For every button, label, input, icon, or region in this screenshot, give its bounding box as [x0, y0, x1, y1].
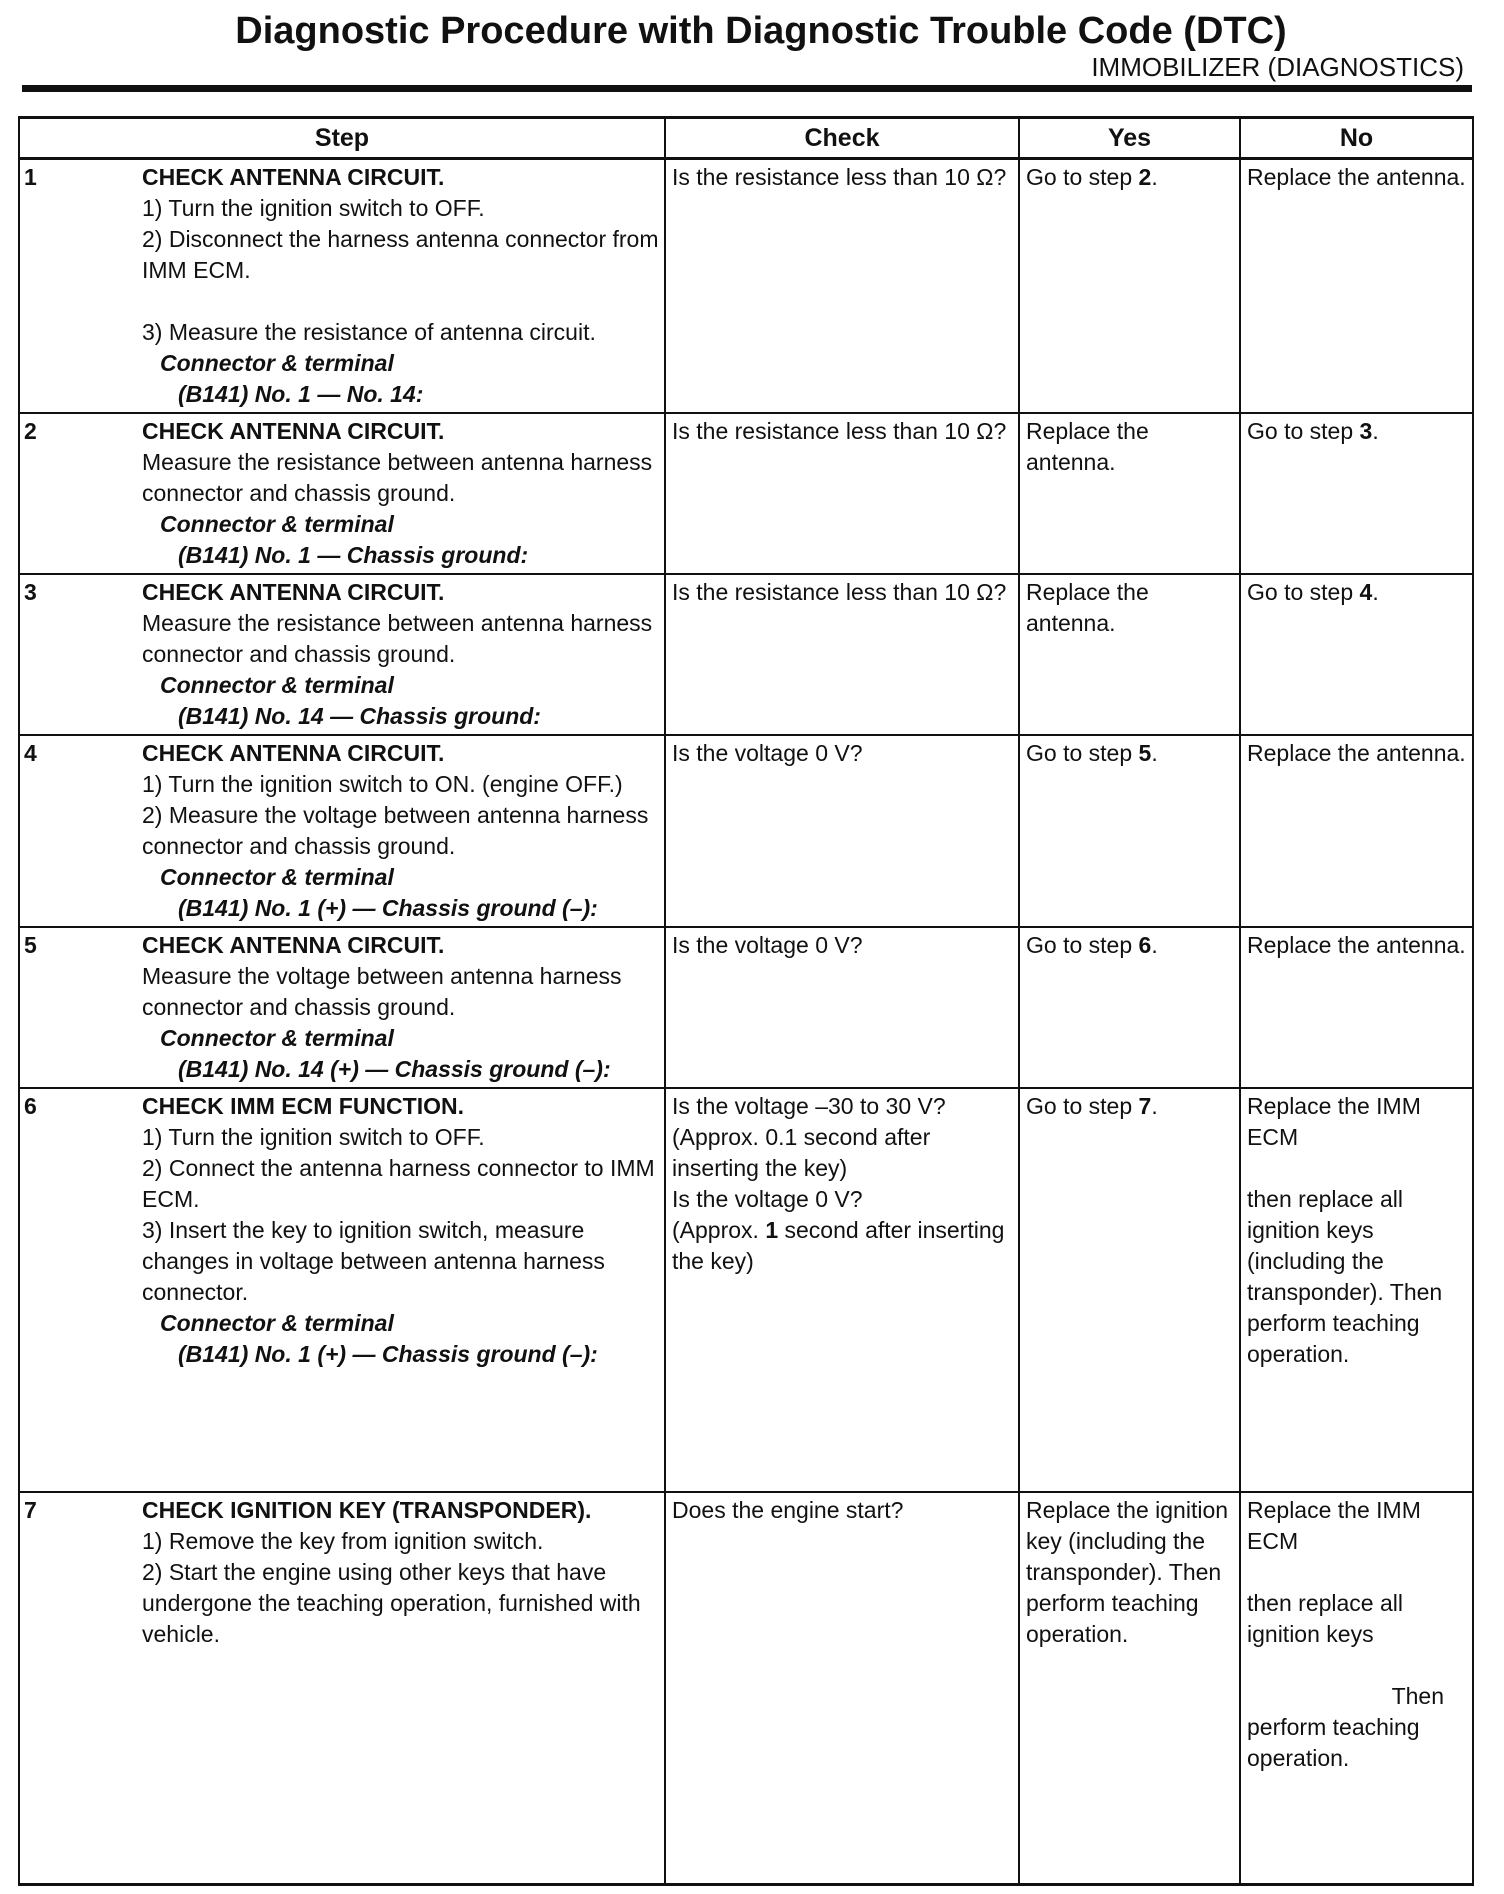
- step-instruction: 1) Turn the ignition switch to ON. (engine OFF.): [142, 771, 623, 797]
- yes-cell: [1019, 927, 1240, 1088]
- yes-step-link: 2: [1138, 164, 1152, 190]
- step-title: CHECK ANTENNA CIRCUIT.: [142, 418, 445, 444]
- step-body: [140, 736, 664, 926]
- no-suffix: .: [1372, 418, 1379, 444]
- step-cell: [19, 1492, 665, 1885]
- step-instruction: 2) Start the engine using other keys that have undergone the teaching operation, furnished with vehicle.: [142, 1559, 641, 1647]
- yes-text: Go to step: [1026, 164, 1139, 190]
- step-cell: [19, 1088, 665, 1492]
- yes-step-link: 5: [1138, 740, 1152, 766]
- connector-terminal: (B141) No. 1 (+) — Chassis ground (–):: [178, 895, 598, 921]
- check-text: (Approx.: [672, 1217, 766, 1243]
- no-suffix: .: [1372, 579, 1379, 605]
- yes-cell: Replace the ignition key (including the transponder). Then perform teaching operation.: [1019, 1492, 1240, 1885]
- no-cell: [1240, 1088, 1473, 1492]
- step-body: [140, 928, 664, 1087]
- column-header-yes: Yes: [1019, 118, 1240, 159]
- connector-label: Connector & terminal: [160, 350, 394, 376]
- page-title: Diagnostic Procedure with Diagnostic Trouble Code (DTC): [235, 10, 1287, 52]
- step-instruction: Measure the resistance between antenna harness connector and chassis ground.: [142, 610, 653, 667]
- yes-step-link: 6: [1138, 932, 1152, 958]
- yes-step-link: 7: [1138, 1093, 1152, 1119]
- column-header-check: Check: [665, 118, 1019, 159]
- page-subtitle: IMMOBILIZER (DIAGNOSTICS): [1091, 52, 1464, 82]
- connector-terminal: (B141) No. 1 (+) — Chassis ground (–):: [178, 1341, 598, 1367]
- check-line: (Approx. 0.1 second after inserting the key): [672, 1124, 931, 1181]
- no-text: Go to step: [1247, 418, 1360, 444]
- step-instruction: 1) Turn the ignition switch to OFF.: [142, 1124, 485, 1150]
- step-instruction: 2) Measure the voltage between antenna harness connector and chassis ground.: [142, 802, 649, 859]
- yes-cell: [1019, 159, 1240, 414]
- connector-terminal: (B141) No. 14 — Chassis ground:: [178, 703, 541, 729]
- spacer: [1247, 1557, 1466, 1588]
- spacer: [1247, 1650, 1466, 1681]
- step-body: [140, 1493, 664, 1652]
- check-cell: Is the voltage 0 V?: [665, 927, 1019, 1088]
- connector-label: Connector & terminal: [160, 1310, 394, 1336]
- yes-suffix: .: [1151, 740, 1158, 766]
- step-number: 1: [24, 164, 37, 190]
- yes-cell: Replace the antenna.: [1019, 574, 1240, 735]
- table-header-row: [19, 118, 1473, 159]
- spacer: [1247, 1153, 1466, 1184]
- no-cell: Replace the antenna.: [1240, 927, 1473, 1088]
- column-header-no: No: [1240, 118, 1473, 159]
- step-title: CHECK IMM ECM FUNCTION.: [142, 1093, 464, 1119]
- connector-label: Connector & terminal: [160, 1025, 394, 1051]
- step-title: CHECK ANTENNA CIRCUIT.: [142, 740, 445, 766]
- step-title: CHECK ANTENNA CIRCUIT.: [142, 932, 445, 958]
- no-text: then replace all ignition keys: [1247, 1590, 1403, 1647]
- page-header: [0, 0, 1504, 90]
- connector-terminal: (B141) No. 1 — Chassis ground:: [178, 542, 529, 568]
- yes-cell: [1019, 735, 1240, 927]
- connector-terminal: (B141) No. 14 (+) — Chassis ground (–):: [178, 1056, 611, 1082]
- connector-terminal: (B141) No. 1 — No. 14:: [178, 381, 424, 407]
- no-step-link: 3: [1359, 418, 1373, 444]
- check-line: [672, 1215, 1012, 1277]
- step-cell: [19, 927, 665, 1088]
- table-row: [19, 927, 1473, 1088]
- step-instruction: 3) Insert the key to ignition switch, measure changes in voltage between antenna harness connector.: [142, 1217, 605, 1305]
- table-row: [19, 1492, 1473, 1885]
- no-text: then replace all ignition keys (including the transponder). Then perform teaching operation.: [1247, 1186, 1443, 1367]
- no-cell: Replace the antenna.: [1240, 159, 1473, 414]
- step-title: CHECK ANTENNA CIRCUIT.: [142, 164, 445, 190]
- step-body: [140, 414, 664, 573]
- step-instruction: 2) Connect the antenna harness connector to IMM ECM.: [142, 1155, 655, 1212]
- yes-text: Go to step: [1026, 740, 1139, 766]
- connector-label: Connector & terminal: [160, 864, 394, 890]
- no-cell: [1240, 574, 1473, 735]
- step-instruction: 2) Disconnect the harness antenna connector from IMM ECM.: [142, 226, 659, 283]
- check-cell: [665, 1088, 1019, 1492]
- step-instruction: 1) Remove the key from ignition switch.: [142, 1528, 544, 1554]
- step-body: [140, 575, 664, 734]
- yes-cell: Replace the antenna.: [1019, 413, 1240, 574]
- no-cell: [1240, 1492, 1473, 1885]
- table-row: [19, 1088, 1473, 1492]
- step-instruction: Measure the voltage between antenna harness connector and chassis ground.: [142, 963, 622, 1020]
- no-text: Go to step: [1247, 579, 1360, 605]
- step-body: [140, 1089, 664, 1372]
- step-cell: [19, 413, 665, 574]
- step-number: 7: [24, 1497, 37, 1523]
- yes-cell: [1019, 1088, 1240, 1492]
- step-number: 3: [24, 579, 37, 605]
- check-emphasis: 1: [765, 1217, 779, 1243]
- column-header-step: Step: [19, 118, 665, 159]
- step-cell: [19, 735, 665, 927]
- table-row: [19, 159, 1473, 414]
- step-instruction: Measure the resistance between antenna harness connector and chassis ground.: [142, 449, 653, 506]
- check-line: Is the voltage –30 to 30 V?: [672, 1093, 946, 1119]
- yes-suffix: .: [1151, 1093, 1158, 1119]
- check-cell: Is the resistance less than 10 Ω?: [665, 574, 1019, 735]
- step-cell: [19, 574, 665, 735]
- table-row: [19, 574, 1473, 735]
- spacer: [142, 286, 660, 317]
- check-cell: Is the voltage 0 V?: [665, 735, 1019, 927]
- step-cell: [19, 159, 665, 414]
- check-line: Is the voltage 0 V?: [672, 1186, 863, 1212]
- no-text: Replace the IMM ECM: [1247, 1093, 1421, 1150]
- check-cell: Is the resistance less than 10 Ω?: [665, 413, 1019, 574]
- no-text: Replace the IMM ECM: [1247, 1497, 1421, 1554]
- no-cell: [1240, 413, 1473, 574]
- step-number: 5: [24, 932, 37, 958]
- step-body: [140, 160, 664, 412]
- step-instruction: 3) Measure the resistance of antenna circuit.: [142, 319, 596, 345]
- connector-label: Connector & terminal: [160, 511, 394, 537]
- table-row: [19, 413, 1473, 574]
- step-instruction: 1) Turn the ignition switch to OFF.: [142, 195, 485, 221]
- step-number: 4: [24, 740, 37, 766]
- diagnostic-table: [18, 116, 1474, 1886]
- table-row: [19, 735, 1473, 927]
- no-text: Then: [1391, 1683, 1444, 1709]
- yes-text: Go to step: [1026, 932, 1139, 958]
- step-number: 6: [24, 1093, 37, 1119]
- no-step-link: 4: [1359, 579, 1373, 605]
- no-text: perform teaching operation.: [1247, 1714, 1420, 1771]
- yes-suffix: .: [1151, 932, 1158, 958]
- yes-suffix: .: [1151, 164, 1158, 190]
- connector-label: Connector & terminal: [160, 672, 394, 698]
- yes-text: Go to step: [1026, 1093, 1139, 1119]
- step-title: CHECK IGNITION KEY (TRANSPONDER).: [142, 1497, 592, 1523]
- step-number: 2: [24, 418, 37, 444]
- check-cell: Is the resistance less than 10 Ω?: [665, 159, 1019, 414]
- no-cell: Replace the antenna.: [1240, 735, 1473, 927]
- step-title: CHECK ANTENNA CIRCUIT.: [142, 579, 445, 605]
- check-cell: Does the engine start?: [665, 1492, 1019, 1885]
- header-rule: [22, 85, 1472, 92]
- check-text: second after inserting the key): [672, 1217, 1005, 1274]
